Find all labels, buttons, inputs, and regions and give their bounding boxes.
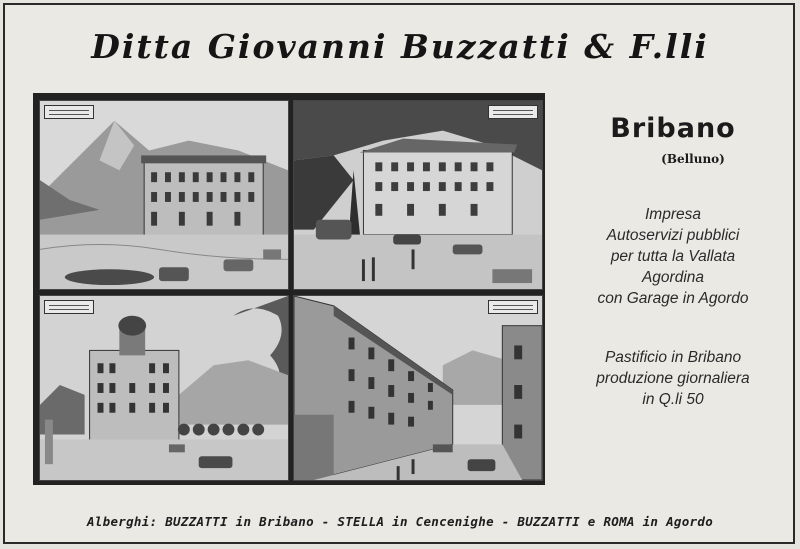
pasta-line: in Q.li 50	[642, 391, 704, 408]
photo-hotel-agordo	[39, 295, 289, 481]
photo-hotel-bribano	[39, 100, 289, 290]
photo-hotel-stella	[293, 100, 543, 290]
photo-caption-plate	[44, 300, 94, 314]
hotel-stella-illustration	[294, 101, 542, 289]
photo-caption-plate	[488, 300, 538, 314]
pasta-line: Pastificio in Bribano	[604, 349, 742, 366]
hotel-agordo-illustration	[40, 296, 288, 480]
services-line: Impresa	[645, 206, 701, 223]
province-name: (Belluno)	[661, 152, 725, 166]
photo-caption-plate	[44, 105, 94, 119]
services-line: per tutta la Vallata	[610, 248, 736, 265]
hotel-bribano-illustration	[40, 101, 288, 289]
photo-caption-plate	[488, 105, 538, 119]
pasta-line: produzione giornaliera	[596, 370, 750, 387]
hotel-roma-illustration	[294, 296, 542, 480]
services-line: Autoservizi pubblici	[606, 227, 740, 244]
services-line: con Garage in Agordo	[597, 290, 749, 307]
photo-grid	[33, 93, 545, 485]
pasta-factory-block	[553, 347, 793, 410]
info-column	[553, 105, 793, 410]
company-headline: Ditta Giovanni Buzzatti & F.lli	[91, 27, 709, 66]
photo-hotel-roma	[293, 295, 543, 481]
hotels-footer: Alberghi: BUZZATTI in Bribano - STELLA in Cencenighe - BUZZATTI e ROMA in Agordo	[86, 514, 714, 529]
town-name: Bribano	[610, 113, 736, 144]
advertisement-page	[3, 3, 795, 544]
services-block	[553, 204, 793, 309]
services-line: Agordina	[641, 269, 705, 286]
